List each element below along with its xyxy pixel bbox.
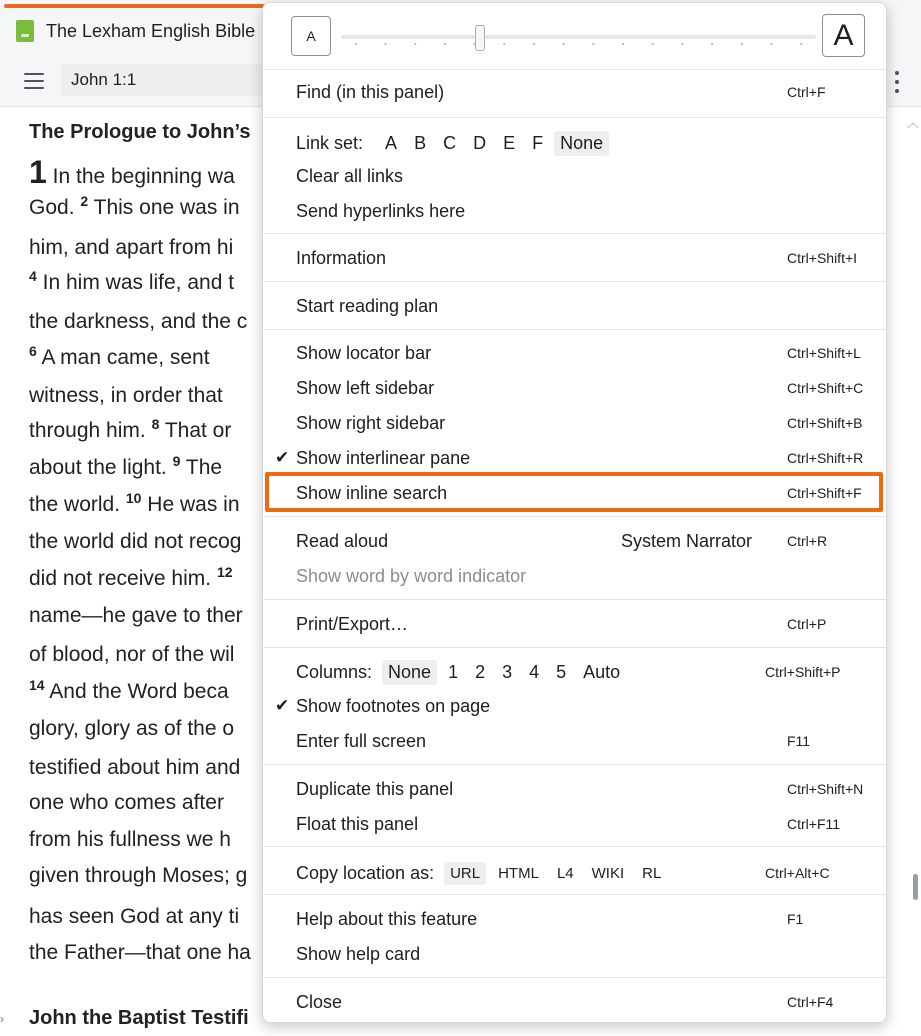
reference-text: John 1:1 (71, 70, 137, 89)
verse-text: witness, in order that (29, 384, 223, 407)
menu-divider (263, 764, 886, 765)
menu-item-label: Close (296, 992, 343, 1012)
columns-option[interactable]: Auto (583, 661, 621, 682)
link-set-option[interactable]: F (532, 132, 544, 153)
send-hyperlinks-here-item[interactable] (263, 194, 886, 228)
verse-number: 4 (29, 268, 37, 284)
shortcut-label: Ctrl+F (787, 84, 826, 100)
menu-item-label: Show right sidebar (296, 413, 446, 433)
clear-all-links-item[interactable] (263, 159, 886, 193)
verse-number: 12 (216, 564, 233, 580)
shortcut-label: Ctrl+Alt+C (765, 865, 830, 881)
verse-text-line (29, 154, 235, 195)
columns-label: Columns: (296, 661, 373, 682)
checkmark-icon: ✔ (275, 448, 290, 467)
menu-item-label: Duplicate this panel (296, 779, 454, 799)
copy-location-row (263, 856, 886, 890)
link-set-option[interactable]: D (473, 132, 487, 153)
expand-chevron-icon[interactable]: › (0, 1012, 4, 1026)
verse-text: through him. (29, 419, 152, 442)
decrease-text-size-button[interactable] (291, 16, 331, 56)
shortcut-label: Ctrl+F11 (787, 816, 841, 832)
menu-divider (263, 846, 886, 847)
show-locator-bar-item[interactable] (263, 336, 886, 370)
verse-text: A man came, sent (36, 346, 210, 369)
show-word-by-word-indicator-item (263, 559, 886, 593)
copy-location-option[interactable]: URL (444, 862, 486, 885)
verse-text-line (29, 487, 240, 523)
verse-text-line (29, 378, 223, 414)
panel-menu-icon[interactable] (894, 71, 900, 95)
find-in-panel-item[interactable] (263, 75, 886, 109)
verse-text: about the light. (29, 456, 173, 479)
verse-text-line (29, 304, 247, 340)
verse-text-line (29, 935, 251, 971)
menu-divider (263, 977, 886, 978)
float-this-panel-item[interactable] (263, 807, 886, 841)
verse-number: 2 (80, 193, 89, 209)
copy-location-label: Copy location as: (296, 862, 435, 883)
verse-text-line (29, 230, 233, 266)
shortcut-label: Ctrl+Shift+R (787, 450, 864, 466)
columns-option[interactable]: 3 (502, 661, 513, 682)
menu-divider (263, 599, 886, 600)
menu-item-label: Show word by word indicator (296, 566, 527, 586)
menu-divider (263, 647, 886, 648)
columns-options (296, 655, 631, 689)
narrator-voice-label: System Narrator (621, 531, 753, 551)
verse-text-line (29, 637, 234, 673)
link-set-option[interactable]: A (385, 132, 398, 153)
help-about-this-feature-item[interactable] (263, 902, 886, 936)
menu-item-label: Information (296, 248, 387, 268)
scroll-up-chevron-icon[interactable]: ︿ (907, 116, 920, 130)
shortcut-label: Ctrl+Shift+F (787, 485, 862, 501)
verse-number: 14 (29, 677, 45, 693)
print-export-item[interactable] (263, 607, 886, 641)
menu-divider (263, 329, 886, 330)
menu-item-label: Show interlinear pane (296, 448, 471, 468)
menu-divider (263, 516, 886, 517)
reference-input[interactable] (61, 64, 291, 96)
show-inline-search-item[interactable] (263, 476, 886, 510)
verse-text-line (29, 785, 224, 821)
copy-location-option[interactable]: WIKI (591, 864, 625, 882)
link-set-row (263, 126, 886, 160)
verse-text: has seen God at any ti (29, 905, 240, 928)
section-heading: The Prologue to John’s (29, 121, 251, 143)
verse-text: In him was life, and t (36, 271, 235, 294)
menu-divider (263, 117, 886, 118)
verse-number: 8 (151, 416, 160, 432)
shortcut-label: Ctrl+Shift+I (787, 250, 858, 266)
copy-location-options (296, 856, 673, 890)
verse-text: testified about him and (29, 756, 241, 779)
book-icon (16, 20, 34, 42)
verse-text-line (29, 265, 234, 301)
menu-divider (263, 233, 886, 234)
verse-text-line (29, 711, 234, 747)
menu-item-label: Show locator bar (296, 343, 432, 363)
verse-text: The (180, 456, 223, 479)
verse-text-line (29, 822, 231, 858)
verse-text: In the beginning wa (46, 165, 235, 188)
menu-item-label: Show left sidebar (296, 378, 435, 398)
menu-item-label: Show help card (296, 944, 421, 964)
section-heading: John the Baptist Testifi (29, 1007, 249, 1029)
verse-text: And the Word beca (44, 680, 229, 703)
verse-text-line (29, 524, 241, 560)
shortcut-label: Ctrl+Shift+B (787, 415, 863, 431)
slider-tick-marks (341, 43, 816, 45)
shortcut-label: Ctrl+Shift+C (787, 380, 864, 396)
link-set-options (296, 126, 614, 160)
text-size-slider-track[interactable] (341, 35, 816, 39)
verse-text-line (29, 899, 239, 935)
verse-text-line (29, 561, 233, 597)
small-a-label: A (306, 28, 316, 44)
verse-text-line (29, 450, 222, 486)
panel-context-menu (262, 2, 887, 1023)
menu-item-label: Show inline search (296, 483, 448, 503)
verse-text: He was in (141, 493, 240, 516)
link-set-option[interactable]: E (503, 132, 516, 153)
text-size-slider-thumb[interactable] (475, 25, 485, 51)
verse-text: This one was in (88, 196, 240, 219)
shortcut-label: Ctrl+Shift+L (787, 345, 861, 361)
verse-text: glory, glory as of the o (29, 717, 235, 740)
tab-the-lexham-english-bible[interactable] (16, 16, 255, 46)
shortcut-label: F1 (787, 911, 804, 927)
menu-item-label: Float this panel (296, 814, 419, 834)
checkmark-icon: ✔ (275, 696, 290, 715)
verse-text-line (29, 858, 247, 894)
verse-text-line (29, 598, 243, 634)
menu-item-label: Show footnotes on page (296, 696, 491, 716)
shortcut-label: Ctrl+F4 (787, 994, 834, 1010)
shortcut-label: F11 (787, 733, 811, 749)
verse-text: of blood, nor of the wil (29, 643, 235, 666)
verse-text-line (29, 190, 240, 226)
copy-location-option[interactable]: HTML (498, 864, 539, 882)
verse-number: 10 (125, 490, 142, 506)
link-set-option[interactable]: None (554, 131, 609, 156)
verse-text: That or (159, 419, 232, 442)
copy-location-option[interactable]: L4 (556, 864, 574, 882)
information-item[interactable] (263, 241, 886, 275)
verse-text: the world did not recog (29, 530, 242, 553)
show-right-sidebar-item[interactable] (263, 406, 886, 440)
enter-full-screen-item[interactable] (263, 724, 886, 758)
chapter-number: 1 (29, 154, 47, 190)
menu-item-label: Start reading plan (296, 296, 439, 316)
menu-divider (263, 281, 886, 282)
duplicate-this-panel-item[interactable] (263, 772, 886, 806)
increase-text-size-button[interactable] (822, 14, 865, 57)
menu-item-label: Send hyperlinks here (296, 201, 466, 221)
link-set-option[interactable]: B (414, 132, 427, 153)
columns-option[interactable]: 5 (556, 661, 567, 682)
verse-text: the world. (29, 493, 126, 516)
columns-option[interactable]: 4 (529, 661, 540, 682)
text-size-row (263, 3, 886, 70)
verse-text: the darkness, and the c (29, 310, 248, 333)
shortcut-label: Ctrl+R (787, 533, 828, 549)
menu-item-label: Print/Export… (296, 614, 409, 634)
verse-text-line (29, 674, 229, 710)
verse-text: from his fullness we h (29, 828, 231, 851)
menu-item-label: Help about this feature (296, 909, 478, 929)
columns-option[interactable]: None (382, 660, 437, 685)
show-interlinear-pane-item[interactable] (263, 441, 886, 475)
columns-row (263, 655, 886, 689)
verse-text: given through Moses; g (29, 864, 248, 887)
shortcut-label: Ctrl+Shift+P (765, 664, 841, 680)
verse-text: the Father—that one ha (29, 941, 251, 964)
tab-title-label: The Lexham English Bible (46, 20, 256, 41)
verse-number: 9 (172, 453, 181, 469)
shortcut-label: Ctrl+Shift+N (787, 781, 864, 797)
hamburger-menu-icon[interactable] (24, 73, 44, 89)
columns-option[interactable]: 1 (448, 661, 459, 682)
verse-text: name—he gave to ther (29, 604, 243, 627)
verse-text: one who comes after (29, 791, 224, 814)
verse-text: God. (29, 196, 81, 219)
verse-number: 6 (29, 343, 37, 359)
shortcut-label: Ctrl+P (787, 616, 827, 632)
verse-text: did not receive him. (29, 567, 217, 590)
verse-text: him, and apart from hi (29, 236, 234, 259)
menu-divider (263, 894, 886, 895)
menu-item-label: Find (in this panel) (296, 82, 445, 102)
read-aloud-item[interactable] (263, 524, 886, 558)
link-set-label: Link set: (296, 132, 364, 153)
link-set-option[interactable]: C (443, 132, 457, 153)
close-item[interactable] (263, 985, 886, 1019)
active-tab-indicator (4, 4, 284, 8)
show-footnotes-on-page-item[interactable] (263, 689, 886, 723)
verse-text-line (29, 413, 231, 449)
large-a-label: A (833, 18, 854, 52)
scrollbar-thumb[interactable] (913, 874, 918, 900)
menu-item-label: Read aloud (296, 531, 389, 551)
columns-option[interactable]: 2 (475, 661, 486, 682)
verse-text-line (29, 750, 240, 786)
menu-item-label: Enter full screen (296, 731, 427, 751)
start-reading-plan-item[interactable] (263, 289, 886, 323)
copy-location-option[interactable]: RL (642, 864, 662, 882)
show-help-card-item[interactable] (263, 937, 886, 971)
verse-text-line (29, 340, 210, 376)
show-left-sidebar-item[interactable] (263, 371, 886, 405)
menu-item-label: Clear all links (296, 166, 404, 186)
